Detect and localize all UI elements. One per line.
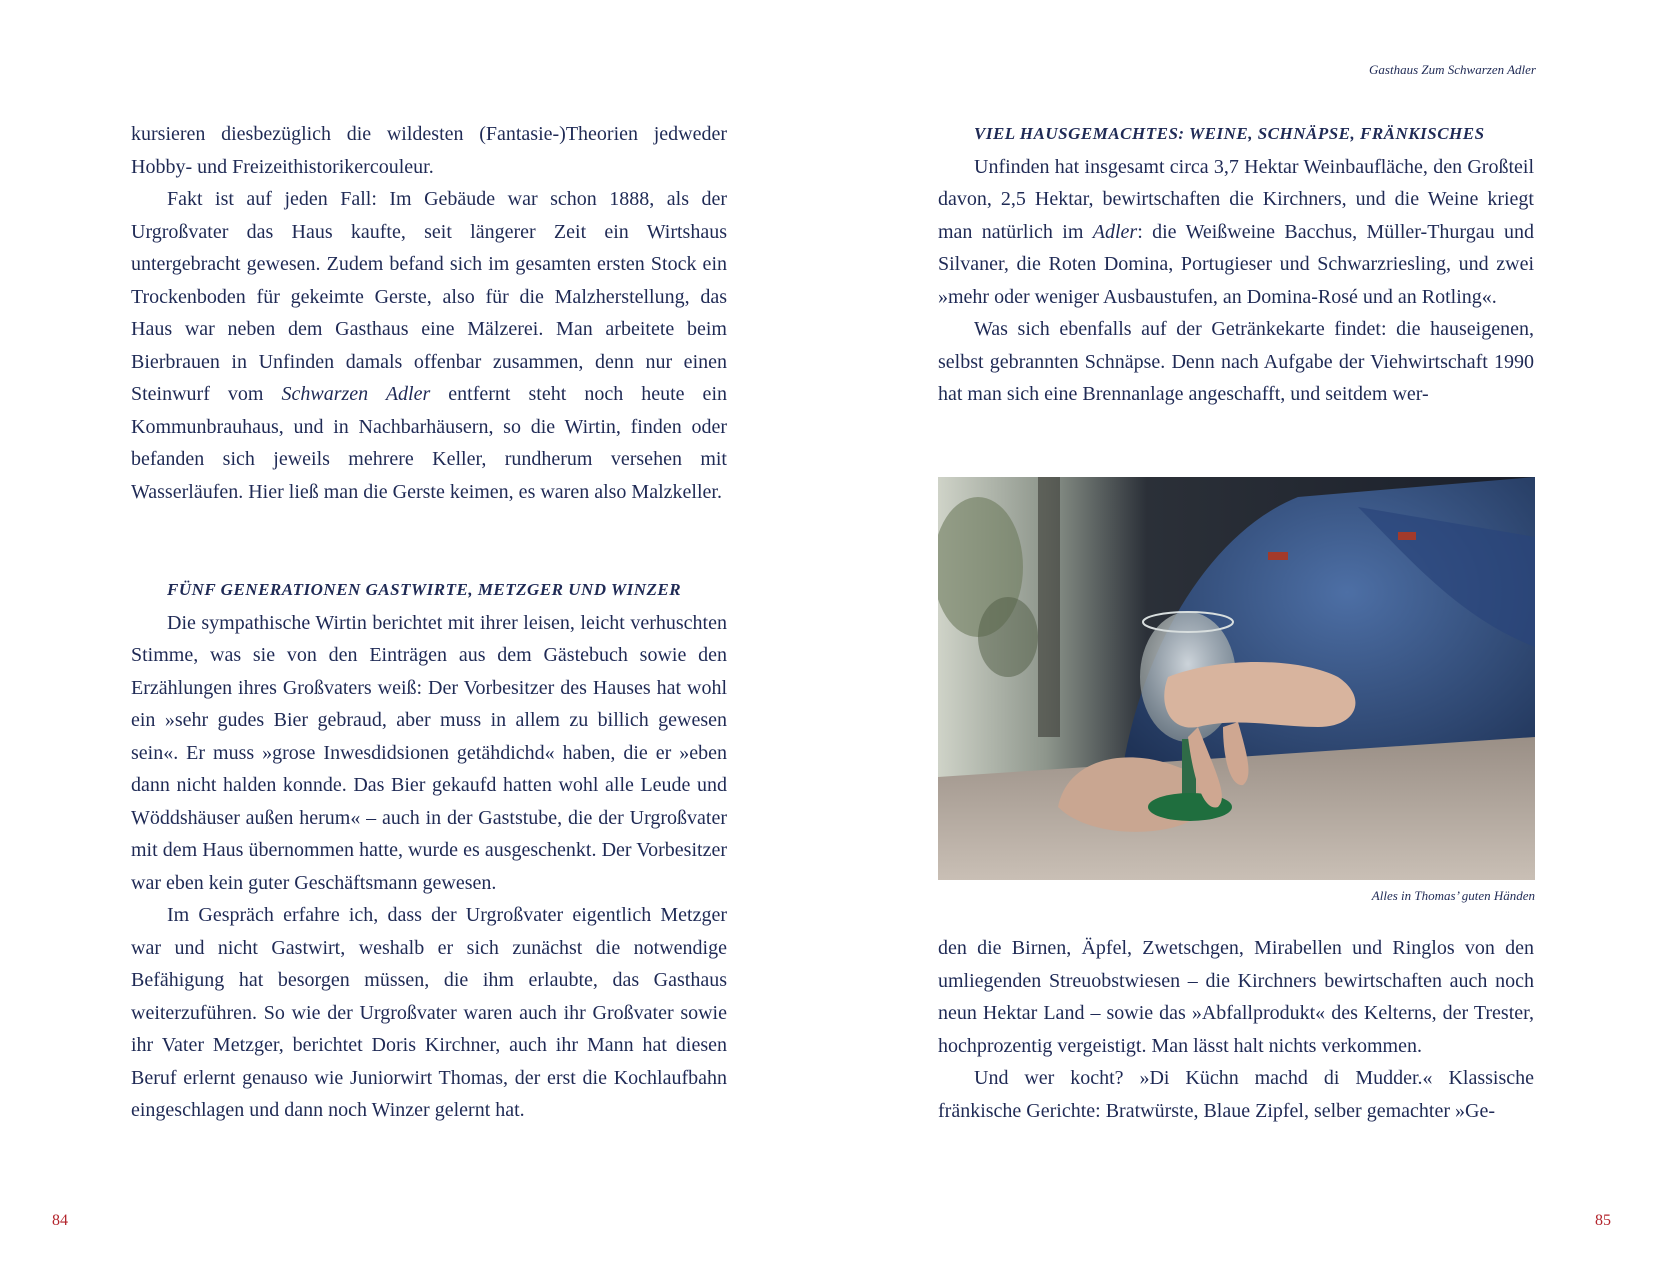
left-section-2 <box>131 574 727 1127</box>
paragraph: kursieren diesbezüglich die wildesten (Fantasie-)Theorien jedweder Hobby- und Freizeithistorikercouleur. <box>131 123 727 178</box>
paragraph: Fakt ist auf jeden Fall: Im Gebäude war schon 1888, als der Urgroßvater das Haus kaufte, seit längerer Zeit ein Wirtshaus untergebracht gewesen. Zudem befand sich im gesamten ersten Stock ein Trockenboden für gekeimte Gerste, also für die Malzherstellung, das Haus war neben dem Gasthaus eine Mälzerei. Man arbeitete beim Bierbrauen in Unfinden damals offenbar zusammen, denn nur einen Steinwurf vom Schwarzen Adler entfernt steht noch heute ein Kommunbrauhaus, und in Nachbarhäusern, so die Wirtin, finden oder befanden sich jeweils mehrere Keller, rundherum versehen mit Wasserläufen. Hier ließ man die Gerste keimen, es waren also Malzkeller. <box>131 188 727 503</box>
right-page <box>827 0 1654 1276</box>
photo-hand-holding-wine-glass <box>938 477 1535 880</box>
paragraph: Die sympathische Wirtin berichtet mit ihrer leisen, leicht verhuschten Stimme, was sie von den Einträgen aus dem Gästebuch sowie den Erzählungen ihres Großvaters weiß: Der Vorbesitzer des Hauses hat wohl ein »sehr gudes Bier gebraud, aber muss in allem zu billich gewesen sein«. Er muss »grose Inwesdidsionen getähdichd« haben, die er »eben dann nicht halden konnde. Das Bier gekaufd hatten wohl alle Leude und Wöddshäuser außen herum« – auch in der Gaststube, die der Urgroßvater mit dem Haus übernommen hatte, wurde es ausgeschenkt. Der Vorbesitzer war eben kein guter Geschäftsmann gewesen. <box>131 611 727 894</box>
paragraph: Unfinden hat insgesamt circa 3,7 Hektar Weinbaufläche, den Großteil davon, 2,5 Hektar, bewirtschaften die Kirchners, und die Weine kriegt man natürlich im Adler: die Weißweine Bacchus, Müller-Thurgau und Silvaner, die Roten Domina, Portugieser und Schwarzriesling, und zwei »mehr oder weniger Ausbaustufen, an Domina-Rosé und an Rotling«. <box>938 155 1534 308</box>
paragraph: den die Birnen, Äpfel, Zwetschgen, Mirabellen und Ringlos von den umliegenden Streuobstwiesen – die Kirchners bewirtschaften auch noch neun Hektar Land – sowie das »Abfallprodukt« des Kelterns, der Trester, hochprozentig vergeistigt. Man lässt halt nichts verkommen. <box>938 937 1534 1057</box>
section-heading: FÜNF GENERATIONEN GASTWIRTE, METZGER UND WINZER <box>167 580 682 599</box>
paragraph: Was sich ebenfalls auf der Getränkekarte findet: die hauseigenen, selbst gebrannten Schnäpse. Denn nach Aufgabe der Viehwirtschaft 1990 hat man sich eine Brennanlage angeschafft, und seitdem wer- <box>938 318 1534 405</box>
left-body-text <box>131 118 727 508</box>
section-heading: VIEL HAUSGEMACHTES: WEINE, SCHNÄPSE, FRÄNKISCHES <box>974 124 1485 143</box>
paragraph: Im Gespräch erfahre ich, dass der Urgroßvater eigentlich Metzger war und nicht Gastwirt, weshalb er sich zunächst die notwendige Befähigung hat besorgen müssen, die ihm erlaubte, das Gasthaus weiterzuführen. So wie der Urgroßvater waren auch ihr Großvater sowie ihr Vater Metzger, berichtet Doris Kirchner, auch ihr Mann hat diesen Beruf erlernt genauso wie Juniorwirt Thomas, der erst die Kochlaufbahn eingeschlagen und dann noch Winzer gelernt hat. <box>131 904 727 1121</box>
page-number: 85 <box>1595 1212 1611 1229</box>
photo-caption: Alles in Thomas’ guten Händen <box>1371 888 1535 903</box>
paragraph: Und wer kocht? »Di Küchn machd di Mudder.« Klassische fränkische Gerichte: Bratwürste, Blaue Zipfel, selber gemachter »Ge- <box>938 1067 1534 1122</box>
page-number: 84 <box>52 1212 68 1229</box>
running-head: Gasthaus Zum Schwarzen Adler <box>1369 62 1536 77</box>
right-body-text <box>938 118 1534 411</box>
right-body-text-continued <box>938 932 1534 1127</box>
